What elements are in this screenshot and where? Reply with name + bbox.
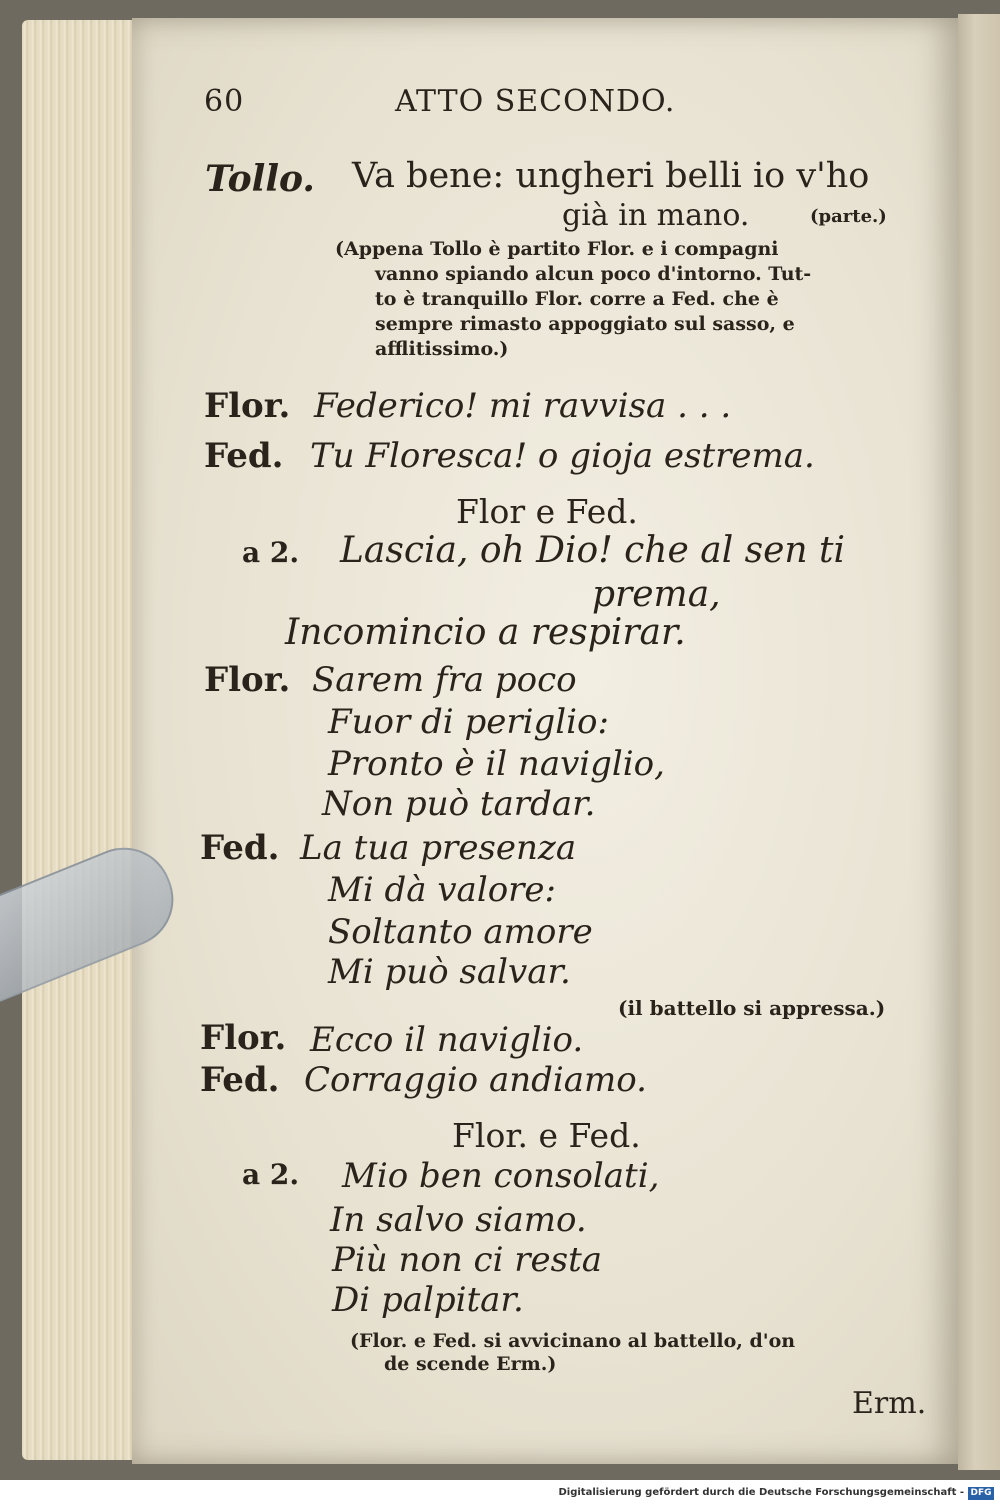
verse-line: Ecco il naviglio.	[310, 1020, 584, 1060]
dfg-logo: DFG	[968, 1487, 994, 1500]
speaker-label: a 2.	[242, 1158, 300, 1191]
verse-line: Non può tardar.	[322, 784, 596, 824]
speaker-label: Flor.	[204, 660, 291, 700]
verse-line: Pronto è il naviglio,	[328, 744, 665, 784]
verse-line: La tua presenza	[300, 828, 577, 868]
funding-credit: Digitalisierung gefördert durch die Deutsche Forschungsgemeinschaft -	[558, 1487, 964, 1498]
verse-line: Federico! mi ravvisa . . .	[314, 386, 732, 426]
speaker-label: Tollo.	[205, 158, 315, 200]
stage-note: (parte.)	[810, 206, 887, 227]
verse-line: già in mano.	[562, 198, 750, 233]
verse-line: Soltanto amore	[328, 912, 593, 952]
running-head: ATTO SECONDO.	[395, 84, 676, 119]
speaker-label: Flor.	[204, 386, 291, 426]
verse-line: Fuor di periglio:	[328, 702, 609, 742]
stage-direction: (il battello si appressa.)	[618, 996, 886, 1020]
verse-line: Di palpitar.	[332, 1280, 524, 1320]
speaker-label: Fed.	[200, 828, 280, 868]
verse-line: prema,	[592, 574, 721, 615]
verse-line: Incomincio a respirar.	[285, 612, 686, 653]
stage-direction: afflitissimo.)	[375, 338, 509, 360]
speaker-label: Fed.	[204, 436, 284, 476]
verse-line: Mio ben consolati,	[342, 1156, 660, 1196]
facing-page-edge	[958, 14, 1000, 1470]
catchword: Erm.	[852, 1386, 927, 1421]
stage-direction: to è tranquillo Flor. corre a Fed. che è	[375, 288, 779, 310]
speaker-label: a 2.	[242, 536, 300, 569]
verse-line: Va bene: ungheri belli io v'ho	[352, 156, 870, 196]
character-heading: Flor. e Fed.	[452, 1116, 641, 1155]
verse-line: In salvo siamo.	[330, 1200, 587, 1240]
speaker-label: Flor.	[200, 1018, 287, 1058]
stage-direction: (Appena Tollo è partito Flor. e i compagni	[335, 238, 779, 260]
verse-line: Più non ci resta	[332, 1240, 603, 1280]
page-number: 60	[204, 84, 245, 119]
footer-bar	[0, 1480, 1000, 1508]
verse-line: Corraggio andiamo.	[304, 1060, 647, 1100]
speaker-label: Fed.	[200, 1060, 280, 1100]
stage-direction: (Flor. e Fed. si avvicinano al battello, d'on	[350, 1330, 796, 1352]
verse-line: Mi può salvar.	[328, 952, 571, 992]
verse-line: Sarem fra poco	[312, 660, 577, 700]
stage-direction: sempre rimasto appoggiato sul sasso, e	[375, 313, 795, 335]
stage-direction: de scende Erm.)	[384, 1353, 557, 1375]
page-edges	[22, 20, 142, 1460]
stage-direction: vanno spiando alcun poco d'intorno. Tut-	[375, 263, 812, 285]
verse-line: Lascia, oh Dio! che al sen ti	[340, 530, 846, 571]
verse-line: Tu Floresca! o gioja estrema.	[310, 436, 815, 476]
character-heading: Flor e Fed.	[456, 492, 638, 531]
verse-line: Mi dà valore:	[328, 870, 556, 910]
